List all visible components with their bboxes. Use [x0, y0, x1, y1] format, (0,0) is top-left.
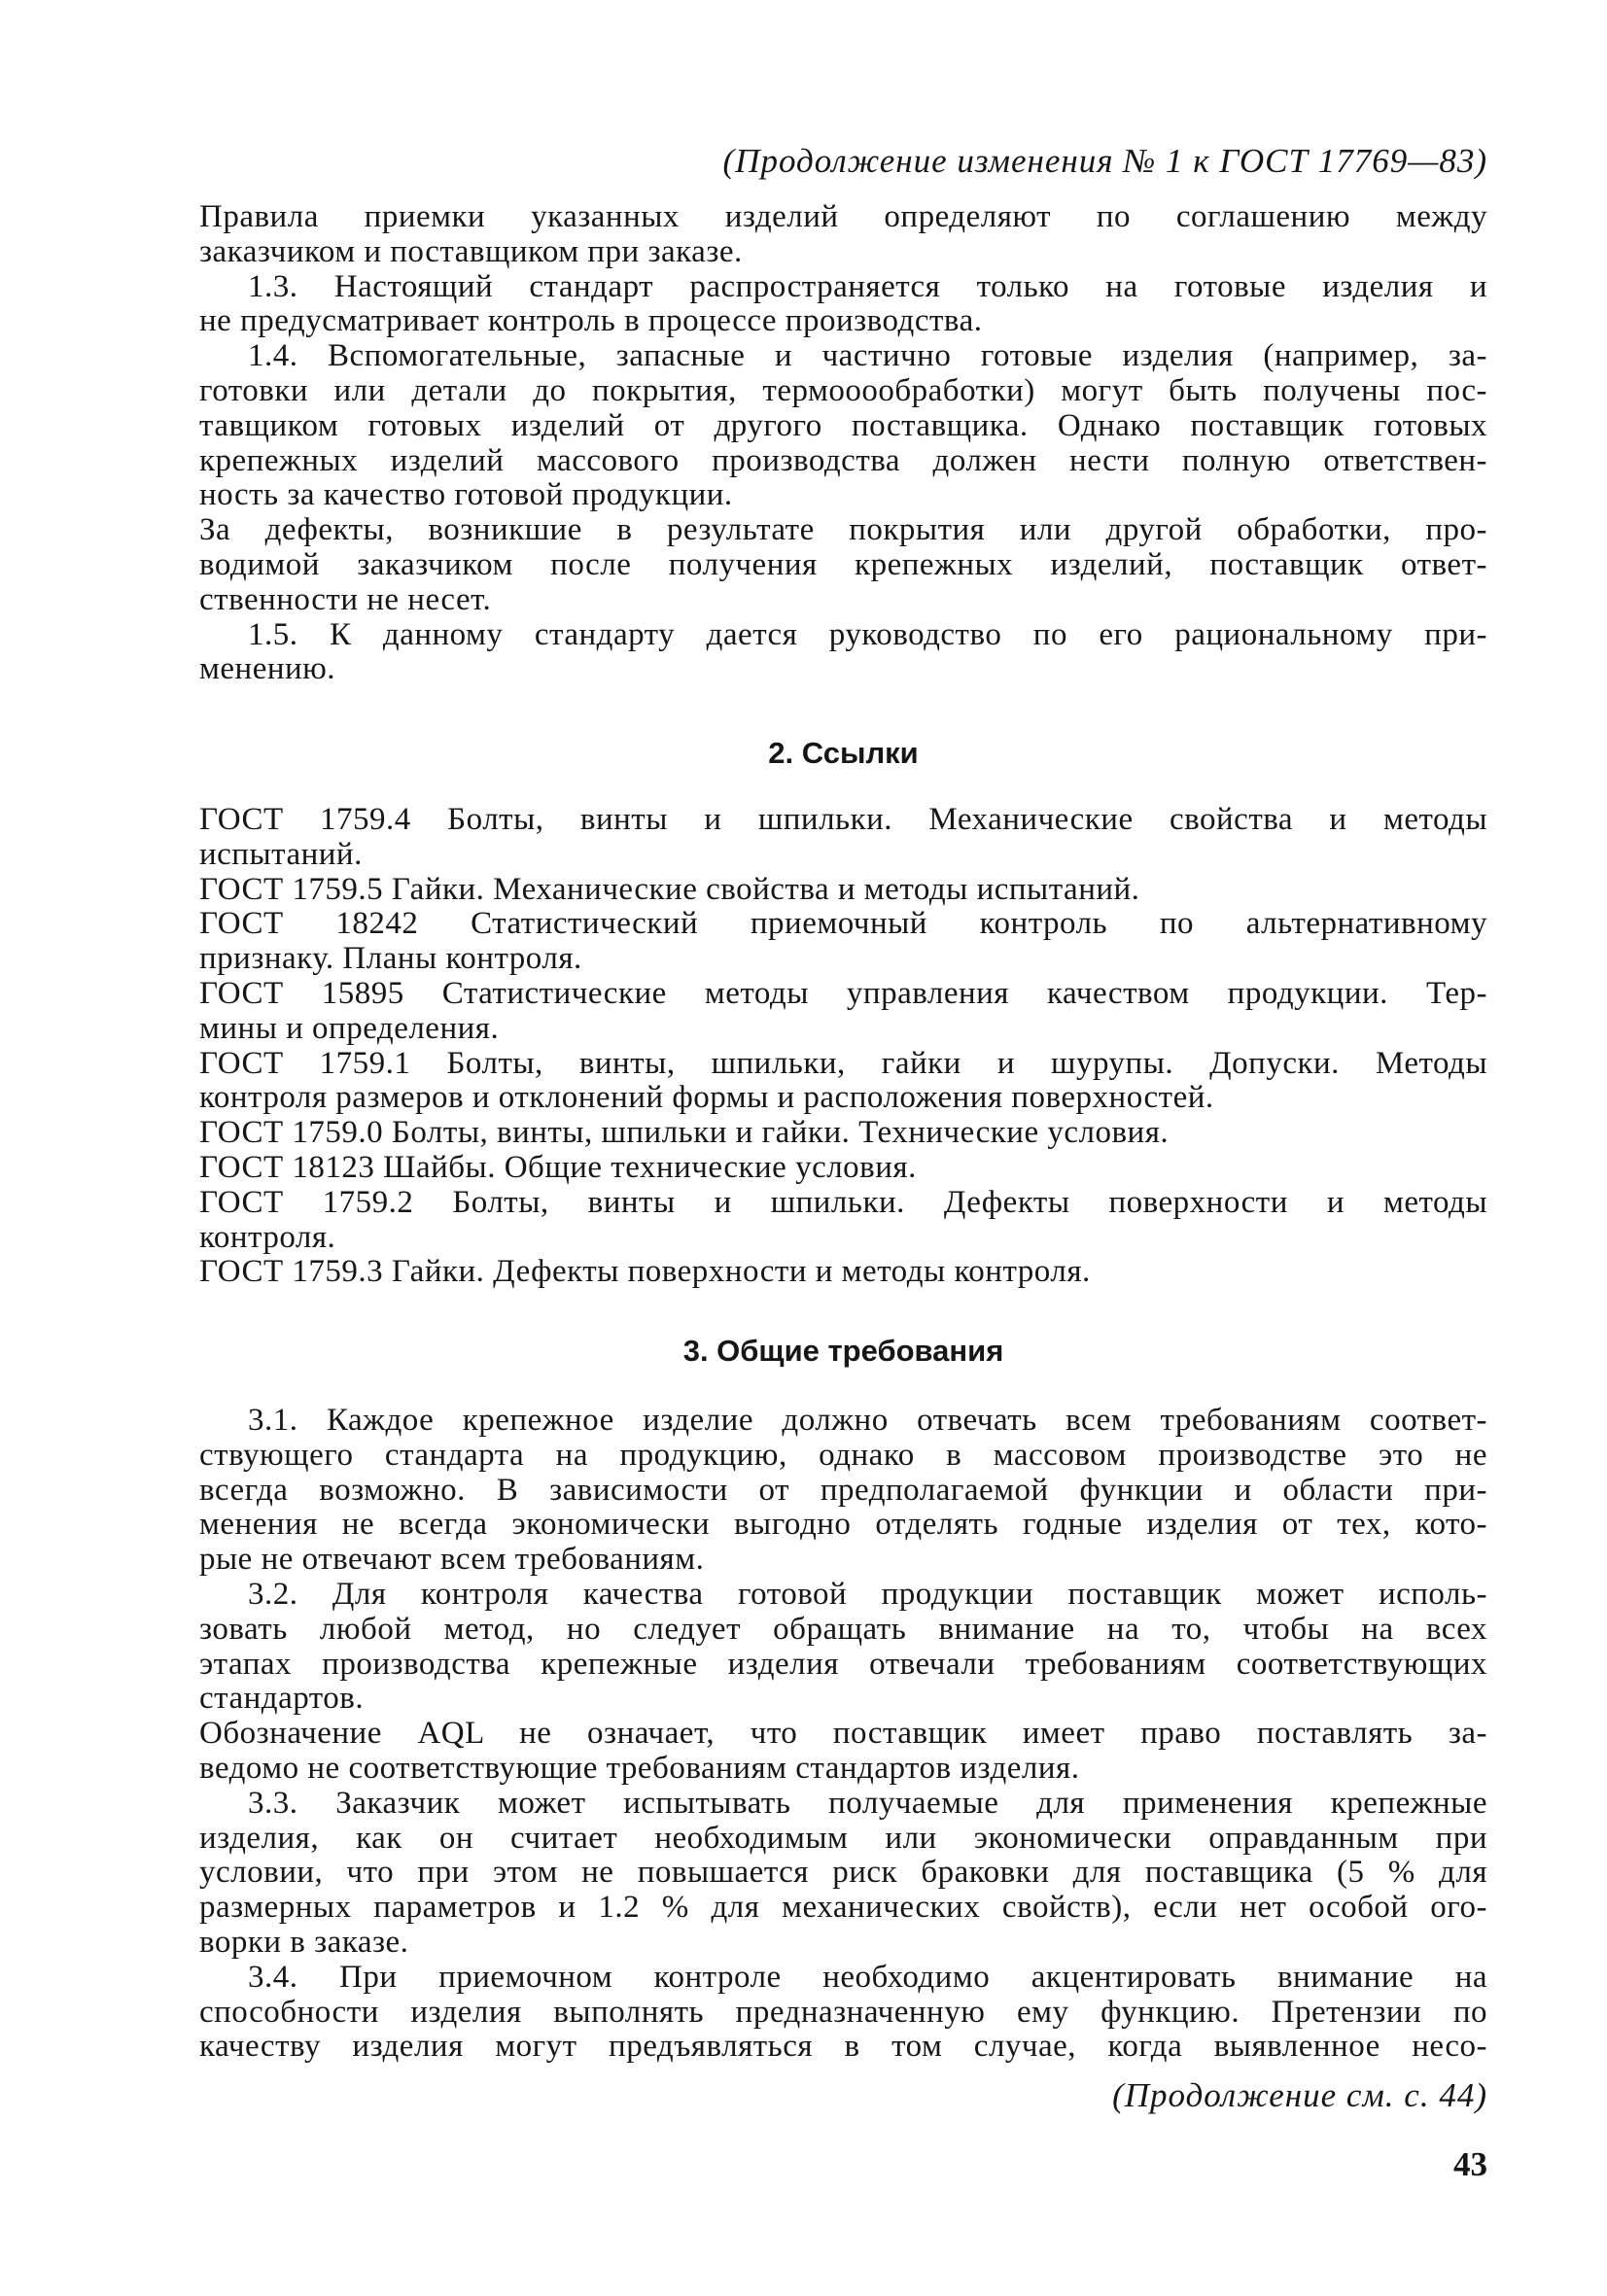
reference-item — [199, 1255, 1487, 1290]
section-3-heading: 3. Общие требования — [682, 1334, 1004, 1368]
reference-item — [199, 1116, 1487, 1151]
text-line: 3.2. Для контроля качества готовой продукции поставщик может исполь- — [248, 1576, 1487, 1612]
text-line: стандартов. — [199, 1681, 365, 1717]
text-line: 3.1. Каждое крепежное изделие должно отвечать всем требованиям соответ- — [248, 1403, 1487, 1438]
reference-item — [199, 1047, 1487, 1117]
text-line: ГОСТ 18242 Статистический приемочный контроль по альтернативному — [199, 906, 1487, 942]
paragraph — [199, 1578, 1487, 1717]
text-line: испытаний. — [199, 836, 363, 872]
text-line: 1.3. Настоящий стандарт распространяется только на готовые изделия и — [248, 268, 1487, 304]
text-line: менению. — [199, 651, 336, 687]
text-line: условии, что при этом не повышается риск браковки для поставщика (5 % для — [199, 1855, 1487, 1891]
text-line: размерных параметров и 1.2 % для механических свойств), если нет особой ого- — [199, 1890, 1487, 1926]
paragraph — [199, 200, 1487, 270]
text-line: готовки или детали до покрытия, термооообработки) могут быть получены пос- — [199, 372, 1487, 408]
text-line: ГОСТ 1759.1 Болты, винты, шпильки, гайки и шурупы. Допуски. Методы — [199, 1045, 1487, 1081]
text-line: ГОСТ 1759.3 Гайки. Дефекты поверхности и методы контроля. — [199, 1254, 1091, 1290]
paragraph — [199, 339, 1487, 513]
text-line: 1.4. Вспомогательные, запасные и частично готовые изделия (например, за- — [248, 338, 1487, 374]
paragraph — [199, 1961, 1487, 2065]
text-line: 3.4. При приемочном контроле необходимо акцентировать внимание на — [248, 1959, 1487, 1995]
paragraph — [199, 513, 1487, 617]
section-3-general-requirements — [199, 1404, 1487, 2065]
text-line: ведомо не соответствующие требованиям стандартов изделия. — [199, 1750, 1080, 1786]
text-line: ГОСТ 1759.0 Болты, винты, шпильки и гайки. Технические условия. — [199, 1115, 1170, 1151]
reference-item — [199, 907, 1487, 977]
text-line: ГОСТ 18123 Шайбы. Общие технические условия. — [199, 1149, 917, 1185]
running-header: (Продолжение изменения № 1 к ГОСТ 17769—83) — [722, 142, 1487, 180]
text-line: ГОСТ 15895 Статистические методы управления качеством продукции. Тер- — [199, 975, 1487, 1011]
text-line: мины и определения. — [199, 1010, 500, 1046]
paragraph — [199, 1787, 1487, 1961]
section-1-continuation — [199, 200, 1487, 687]
page-number: 43 — [1453, 2145, 1487, 2183]
text-line: ность за качество готовой продукции. — [199, 477, 733, 513]
text-line: признаку. Планы контроля. — [199, 941, 582, 977]
section-2-heading: 2. Ссылки — [768, 736, 919, 770]
text-line: менения не всегда экономически выгодно отделять годные изделия от тех, кото- — [199, 1507, 1487, 1543]
text-line: ГОСТ 1759.4 Болты, винты и шпильки. Механические свойства и методы — [199, 802, 1487, 837]
text-line: зовать любой метод, но следует обращать внимание на то, чтобы на всех — [199, 1611, 1487, 1647]
reference-item — [199, 803, 1487, 873]
paragraph — [199, 1404, 1487, 1578]
text-line: Обозначение AQL не означает, что поставщик имеет право поставлять за- — [199, 1716, 1487, 1752]
reference-item — [199, 873, 1487, 908]
reference-item — [199, 1186, 1487, 1256]
paragraph — [199, 1717, 1487, 1787]
text-line: ГОСТ 1759.2 Болты, винты и шпильки. Дефекты поверхности и методы — [199, 1184, 1487, 1220]
paragraph — [199, 270, 1487, 340]
text-line: контроля. — [199, 1219, 336, 1255]
text-line: 1.5. К данному стандарту дается руководство по его рациональному при- — [248, 616, 1487, 652]
text-line: 3.3. Заказчик может испытывать получаемые для применения крепежные — [248, 1785, 1487, 1821]
text-line: ворки в заказе. — [199, 1924, 409, 1960]
reference-item — [199, 977, 1487, 1047]
text-line: За дефекты, возникшие в результате покрытия или другой обработки, про- — [199, 512, 1487, 548]
reference-item — [199, 1151, 1487, 1186]
text-line: ГОСТ 1759.5 Гайки. Механические свойства и методы испытаний. — [199, 871, 1140, 907]
text-line: всегда возможно. В зависимости от предполагаемой функции и области при- — [199, 1472, 1487, 1508]
text-line: водимой заказчиком после получения крепежных изделий, поставщик ответ- — [199, 546, 1487, 582]
text-line: рые не отвечают всем требованиям. — [199, 1542, 705, 1578]
text-line: не предусматривает контроль в процессе производства. — [199, 303, 983, 339]
text-line: ствующего стандарта на продукцию, однако в массовом производстве это не — [199, 1437, 1487, 1473]
text-line: заказчиком и поставщиком при заказе. — [199, 233, 743, 269]
text-line: тавщиком готовых изделий от другого поставщика. Однако поставщик готовых — [199, 407, 1487, 443]
text-line: контроля размеров и отклонений формы и расположения поверхностей. — [199, 1080, 1214, 1116]
section-2-references — [199, 803, 1487, 1290]
text-line: ственности не несет. — [199, 581, 492, 617]
text-line: изделия, как он считает необходимым или экономически оправданным при — [199, 1820, 1487, 1856]
text-line: этапах производства крепежные изделия отвечали требованиям соответствующих — [199, 1646, 1487, 1682]
paragraph — [199, 618, 1487, 688]
text-line: Правила приемки указанных изделий определяют по соглашению между — [199, 199, 1487, 234]
text-line: крепежных изделий массового производства должен нести полную ответствен- — [199, 442, 1487, 478]
continuation-note: (Продолжение см. с. 44) — [1112, 2076, 1487, 2114]
text-line: способности изделия выполнять предназначенную ему функцию. Претензии по — [199, 1994, 1487, 2030]
text-line: качеству изделия могут предъявляться в том случае, когда выявленное несо- — [199, 2029, 1487, 2065]
